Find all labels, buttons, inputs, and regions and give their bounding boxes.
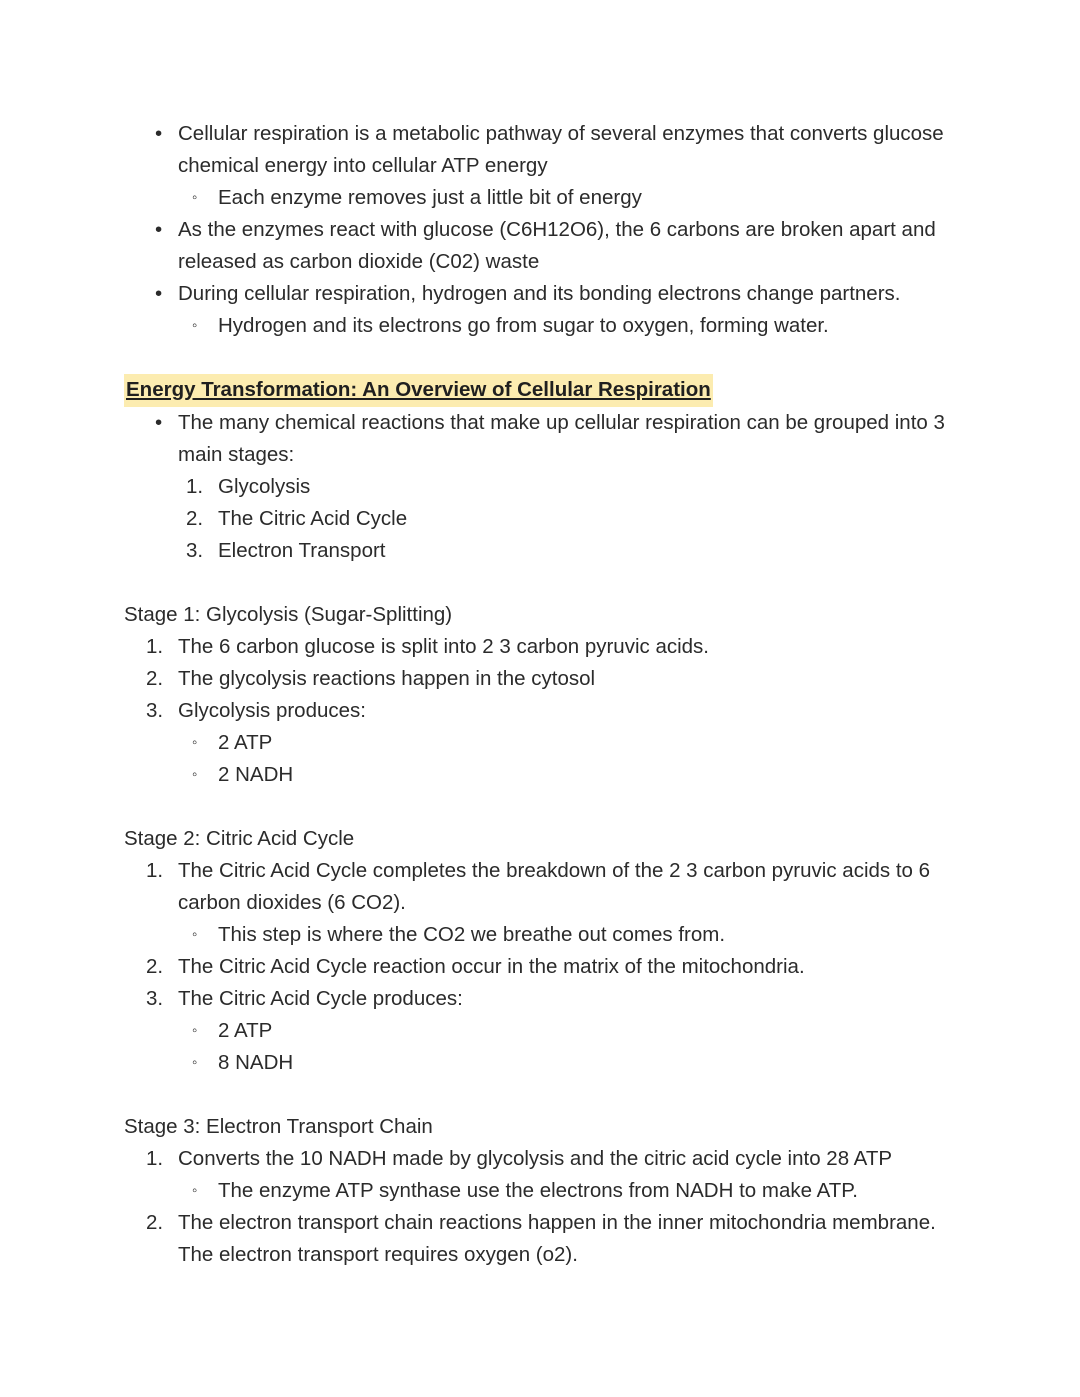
list-item [124,1143,964,1207]
circle-bullet-icon: ◦ [192,766,198,783]
document-content [124,118,964,1271]
list-item [178,503,964,535]
list-item-text: 2 NADH [218,763,294,786]
list-item-text: Each enzyme removes just a little bit of energy [218,186,642,209]
list-item-text: As the enzymes react with glucose (C6H12O6), the 6 carbons are broken apart and released as carbon dioxide (C02) waste [178,218,936,273]
list-number: 1. [146,1147,164,1170]
intro-bullet-list [124,118,964,342]
list-item-text: Glycolysis produces: [178,699,366,722]
list-item [124,631,964,663]
list-item [124,951,964,983]
bullet-icon: • [155,122,163,145]
sub-list [178,182,964,214]
circle-bullet-icon: ◦ [192,1182,198,1199]
list-item-text: Glycolysis [218,475,311,498]
list-item [124,855,964,951]
sub-list [178,1175,964,1207]
circle-bullet-icon: ◦ [192,1022,198,1039]
stage1-label: Stage 1: Glycolysis (Sugar-Splitting) [124,603,453,626]
list-number: 2. [146,955,164,978]
list-item-text: Converts the 10 NADH made by glycolysis and the citric acid cycle into 28 ATP [178,1147,893,1170]
sub-list [178,919,964,951]
list-item-text: The Citric Acid Cycle produces: [178,987,463,1010]
list-number: 3. [146,987,164,1010]
circle-bullet-icon: ◦ [192,734,198,751]
list-item [178,182,964,214]
sub-list [178,1015,964,1079]
stage3-list [124,1143,964,1271]
list-item [178,919,964,951]
stage1-list [124,631,964,791]
list-number: 1. [186,475,204,498]
list-number: 1. [146,859,164,882]
circle-bullet-icon: ◦ [192,1054,198,1071]
list-item [178,1015,964,1047]
list-number: 2. [186,507,204,530]
section-spacer [124,1079,964,1111]
list-item [124,407,964,567]
list-item-text: This step is where the CO2 we breathe out comes from. [218,923,726,946]
section-spacer [124,791,964,823]
list-item-text: The 6 carbon glucose is split into 2 3 carbon pyruvic acids. [178,635,709,658]
list-item-text: The Citric Acid Cycle reaction occur in the matrix of the mitochondria. [178,955,805,978]
section-spacer [124,567,964,599]
list-item-text: Hydrogen and its electrons go from sugar to oxygen, forming water. [218,314,829,337]
sub-list [178,310,964,342]
list-item [178,1175,964,1207]
list-item [124,695,964,791]
stage2-label: Stage 2: Citric Acid Cycle [124,827,355,850]
list-number: 2. [146,1211,164,1234]
list-item [124,118,964,214]
list-item-text: 2 ATP [218,731,273,754]
list-item-text: 2 ATP [218,1019,273,1042]
list-item-text: The Citric Acid Cycle completes the breakdown of the 2 3 carbon pyruvic acids to 6 carbon dioxides (6 CO2). [178,859,931,914]
highlighted-section-heading: Energy Transformation: An Overview of Cellular Respiration [124,374,713,407]
bullet-icon: • [155,218,163,241]
section-heading-row [124,374,964,407]
bullet-icon: • [155,282,163,305]
list-item [178,310,964,342]
list-item-text: Electron Transport [218,539,386,562]
list-number: 1. [146,635,164,658]
list-item-text: During cellular respiration, hydrogen and its bonding electrons change partners. [178,282,901,305]
list-item [178,1047,964,1079]
list-item [124,983,964,1079]
list-item [124,214,964,278]
circle-bullet-icon: ◦ [192,189,198,206]
bullet-icon: • [155,411,163,434]
stage2-list [124,855,964,1079]
list-number: 3. [146,699,164,722]
list-item-text: Cellular respiration is a metabolic pathway of several enzymes that converts glucose chemical energy into cellular ATP energy [178,122,944,177]
list-item [124,278,964,342]
list-number: 2. [146,667,164,690]
list-item [178,727,964,759]
stage3-label: Stage 3: Electron Transport Chain [124,1115,433,1138]
overview-bullet-list [124,407,964,567]
list-item-text: The glycolysis reactions happen in the cytosol [178,667,596,690]
list-item-text: The enzyme ATP synthase use the electrons from NADH to make ATP. [218,1179,858,1202]
list-item-text: The electron transport chain reactions happen in the inner mitochondria membrane. The electron transport requires oxygen (o2). [178,1211,936,1266]
list-item-text: 8 NADH [218,1051,294,1074]
list-item [124,663,964,695]
list-number: 3. [186,539,204,562]
overview-stage-list [178,471,964,567]
list-item-text: The many chemical reactions that make up cellular respiration can be grouped into 3 main stages: [178,411,945,466]
list-item [178,471,964,503]
list-item [178,759,964,791]
list-item-text: The Citric Acid Cycle [218,507,408,530]
sub-list [178,727,964,791]
circle-bullet-icon: ◦ [192,317,198,334]
section-spacer [124,342,964,374]
list-item [124,1207,964,1271]
circle-bullet-icon: ◦ [192,926,198,943]
list-item [178,535,964,567]
